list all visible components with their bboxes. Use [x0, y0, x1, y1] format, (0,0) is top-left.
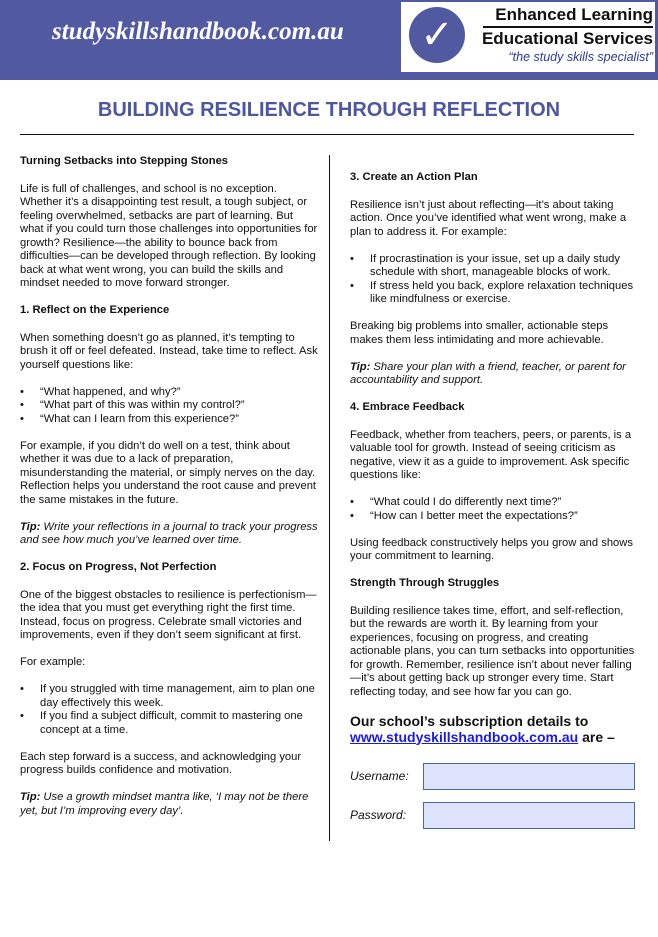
username-field[interactable] [423, 763, 635, 790]
bullet-icon: • [20, 412, 24, 425]
section-2-example-intro: For example: [20, 656, 86, 668]
section-4-heading: 4. Embrace Feedback [350, 401, 465, 413]
section-1-example: For example, if you didn’t do well on a test, think about whether it was due to a lack of preparation, misunderstanding the material, or simply nerves on the day. Reflection helps you understand the root cause and prevent the same mistakes in the future. [20, 439, 317, 506]
bullet-icon: • [350, 252, 354, 265]
section-1-list [20, 386, 319, 427]
logo-line1: Enhanced Learning [495, 5, 653, 24]
bullet-icon: • [20, 399, 24, 411]
section-2-text: One of the biggest obstacles to resilience is perfectionism—the idea that you must get everything right the first time. Instead, focus on progress. Celebrate small victories and improvements, even if they don’t seem significant at first. [20, 588, 317, 641]
section-5-heading: Strength Through Struggles [350, 577, 500, 589]
section-1-heading: 1. Reflect on the Experience [20, 304, 170, 316]
list-item [350, 496, 640, 510]
tip-text: Write your reflections in a journal to track your progress and see how much you’ve learned over time. [20, 520, 318, 546]
password-label: Password: [350, 808, 407, 822]
subscription-link[interactable]: www.studyskillshandbook.com.au [350, 728, 579, 745]
logo-divider [483, 26, 653, 28]
section-1-text: When something doesn’t go as planned, it’s tempting to brush it off or feel defeated. Instead, take time to reflect. Ask yourself questions like: [20, 331, 318, 371]
list-item [20, 710, 319, 737]
list-item [350, 253, 640, 280]
list-item-text: “What part of this was within my control?” [40, 399, 245, 411]
username-row [350, 763, 640, 790]
tip-label: Tip: [20, 520, 41, 533]
title-divider [20, 134, 634, 135]
site-name: studyskillshandbook.com.au [52, 18, 344, 45]
section-4-conclusion: Using feedback constructively helps you grow and shows your commitment to learning. [350, 536, 633, 562]
section-3-tip [350, 361, 640, 388]
list-item-text: If you struggled with time management, aim to plan one day effectively this week. [40, 683, 315, 709]
bullet-icon: • [350, 509, 354, 522]
section-2-conclusion: Each step forward is a success, and acknowledging your progress builds confidence and motivation. [20, 750, 302, 776]
section-5-text: Building resilience takes time, effort, and self-reflection, but the rewards are worth it. By learning from your experiences, focusing on progress, and creating actionable plans, you can turn setbacks into opportunities for growth. Remember, resilience isn’t about never falling—it’s about getting back up stronger every time. Start reflecting today, and see how far you can go. [350, 604, 635, 698]
tip-label: Tip: [20, 791, 41, 803]
section-4-text: Feedback, whether from teachers, peers, or parents, is a valuable tool for growth. Instead of seeing criticism as negative, view it as a guide to improvement. Ask specific questions like: [350, 428, 632, 481]
intro-text: Life is full of challenges, and school is no exception. Whether it’s a disappointing test result, a tough subject, or feeling overwhelmed, setbacks are part of learning. But what if you could turn those challenges into opportunities for growth? Resilience—the ability to bounce back from difficulties—can be developed through reflection. By looking back at what went wrong, you can build the skills and mindset needed to move forward stronger. [20, 182, 318, 289]
section-3-list [350, 253, 640, 307]
list-item [20, 413, 319, 427]
checkmark-icon: ✓ [420, 12, 454, 58]
content-columns [0, 155, 658, 861]
bullet-icon: • [20, 710, 24, 722]
section-3-text: Resilience isn’t just about reflecting—it’s about taking action. Once you’ve identified what went wrong, make a plan to address it. For example: [350, 198, 627, 238]
list-item-text: “What could I do differently next time?” [370, 496, 562, 508]
logo-line2: Educational Services [481, 28, 653, 48]
left-column [0, 155, 330, 841]
bullet-icon: • [350, 279, 354, 292]
subscription-text-after: are – [578, 728, 615, 745]
header-banner [0, 0, 658, 80]
password-row [350, 802, 640, 829]
list-item-text: “What happened, and why?” [40, 385, 181, 398]
intro-heading: Turning Setbacks into Stepping Stones [20, 155, 229, 167]
list-item-text: If stress held you back, explore relaxation techniques like mindfulness or exercise. [370, 279, 634, 305]
list-item-text: If procrastination is your issue, set up a daily study schedule with short, manageable blocks of work. [370, 252, 620, 278]
section-2-list [20, 683, 319, 737]
tip-label: Tip: [350, 360, 371, 373]
list-item [20, 683, 319, 710]
section-4-list [350, 496, 640, 523]
logo-circle [409, 7, 465, 63]
tip-text: Share your plan with a friend, teacher, or parent for accountability and support. [350, 360, 626, 386]
logo-tagline: “the study skills specialist” [508, 49, 653, 64]
subscription-text: Our school’s subscription details to [350, 712, 589, 729]
bullet-icon: • [20, 683, 24, 695]
logo-text [473, 5, 653, 65]
section-3-conclusion: Breaking big problems into smaller, actionable steps makes them less intimidating and more achievable. [350, 320, 609, 346]
section-3-heading: 3. Create an Action Plan [350, 171, 478, 183]
password-field[interactable] [423, 802, 635, 829]
tip-text: Use a growth mindset mantra like, ‘I may not be there yet, but I’m improving every day’. [20, 791, 309, 817]
bullet-icon: • [350, 496, 354, 508]
list-item-text: “What can I learn from this experience?” [40, 412, 239, 425]
list-item [20, 386, 319, 400]
section-2-heading: 2. Focus on Progress, Not Perfection [20, 561, 217, 573]
list-item [350, 280, 640, 307]
right-column [330, 155, 658, 841]
section-2-tip [20, 791, 319, 818]
list-item-text: “How can I better meet the expectations?” [370, 509, 578, 522]
username-label: Username: [350, 769, 409, 783]
section-1-tip [20, 521, 319, 548]
list-item [350, 510, 640, 524]
list-item-text: If you find a subject difficult, commit to mastering one concept at a time. [40, 710, 303, 736]
logo [401, 2, 655, 72]
list-item [20, 399, 319, 413]
subscription-heading [350, 713, 640, 745]
bullet-icon: • [20, 385, 24, 398]
page-title: BUILDING RESILIENCE THROUGH REFLECTION [97, 99, 561, 121]
